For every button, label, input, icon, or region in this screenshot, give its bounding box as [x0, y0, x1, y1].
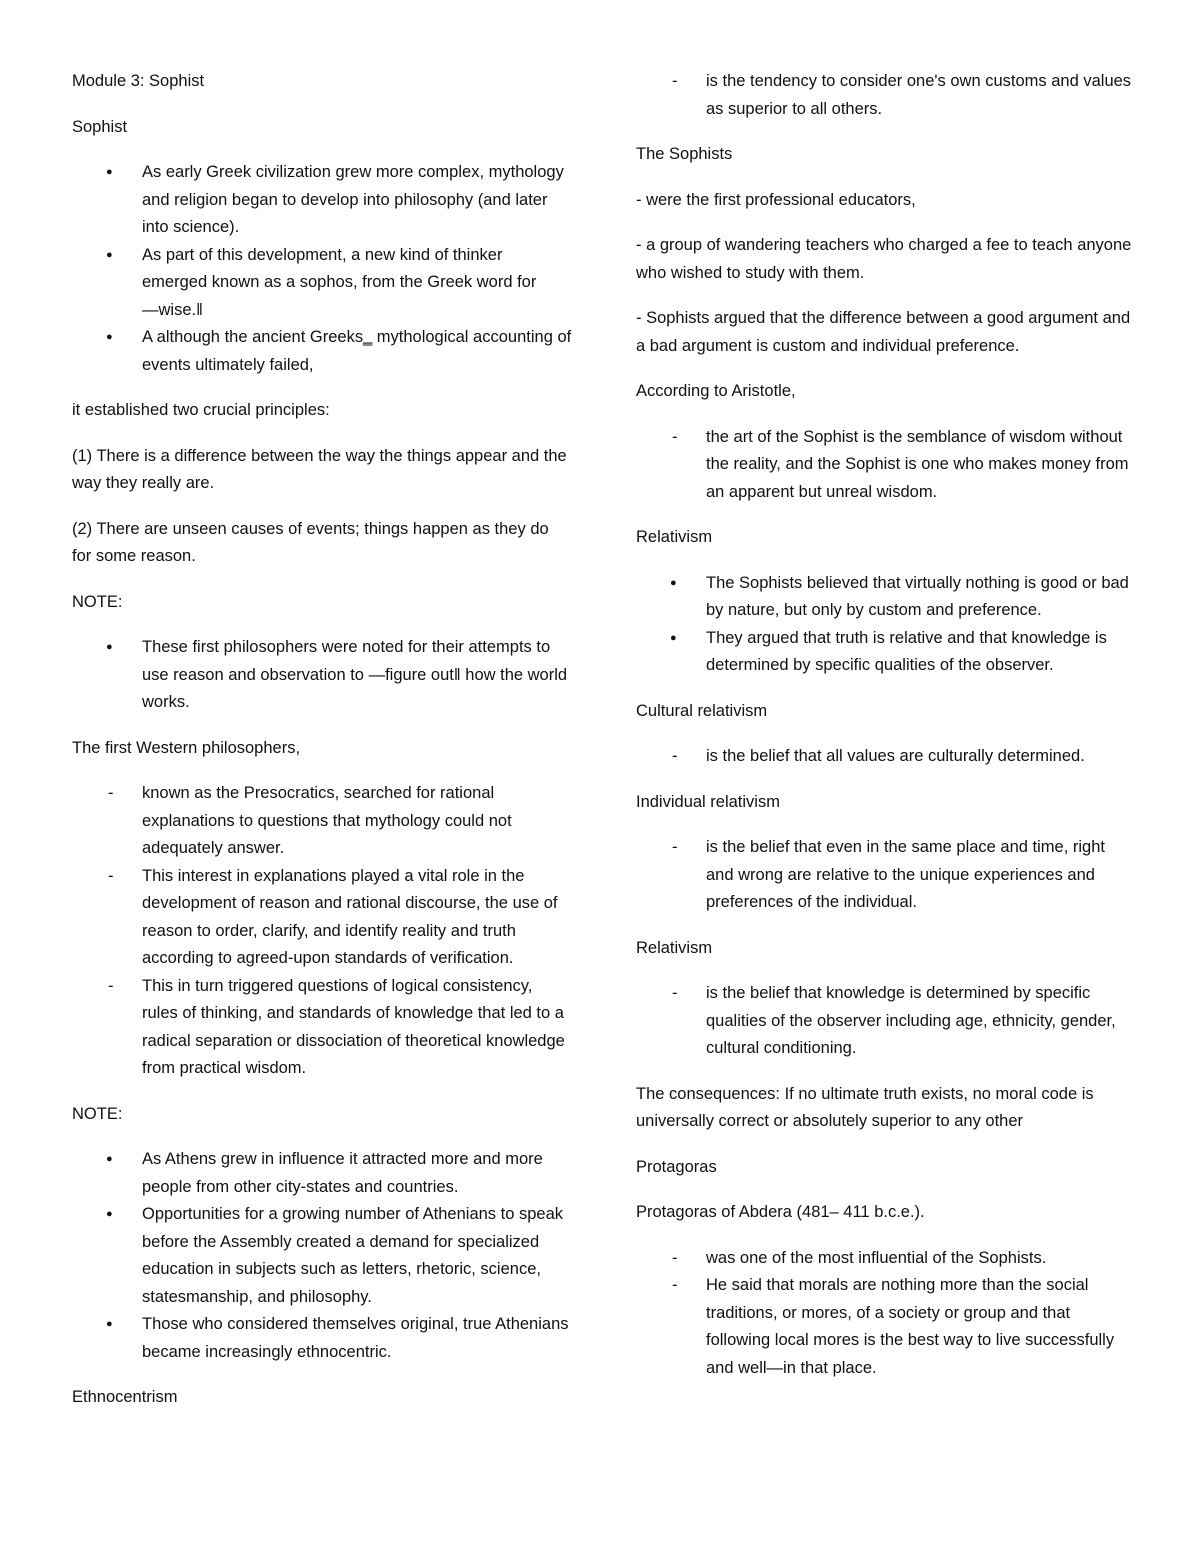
sophists-line: - were the first professional educators,: [636, 190, 916, 209]
right-column: [636, 68, 1136, 1400]
ethnocentrism-dash-list: [636, 68, 1136, 123]
list-item: - was one of the most influential of the Sophists.: [636, 1245, 1136, 1273]
list-item: - He said that morals are nothing more than the social traditions, or mores, of a society or group and that following local mores is the best way to live successfully and well—in that place.: [636, 1272, 1136, 1382]
sophists-line: - a group of wandering teachers who charged a fee to teach anyone who wished to study with them.: [636, 236, 1132, 282]
cultural-dash-list: [636, 743, 1136, 771]
note2-bullet-list: [72, 1146, 572, 1366]
relativism2-dash-list: [636, 980, 1136, 1063]
list-item: ● These first philosophers were noted for their attempts to use reason and observation to ―figure out‖ how the world works.: [72, 634, 572, 717]
relativism-heading-2: Relativism: [636, 938, 713, 957]
list-item: ● As early Greek civilization grew more complex, mythology and religion began to develop into philosophy (and later into science).: [72, 159, 572, 242]
list-item: - is the belief that all values are culturally determined.: [636, 743, 1136, 771]
protagoras-heading: Protagoras: [636, 1157, 717, 1176]
list-item: - This in turn triggered questions of logical consistency, rules of thinking, and standards of knowledge that led to a radical separation or dissociation of theoretical knowledge from practical wisdom.: [72, 973, 572, 1083]
ethnocentrism-heading: Ethnocentrism: [72, 1388, 178, 1406]
list-item: ● As part of this development, a new kind of thinker emerged known as a sophos, from the Greek word for ―wise.‖: [72, 242, 572, 325]
sophist-heading: Sophist: [72, 117, 128, 136]
sophists-heading: The Sophists: [636, 145, 733, 163]
cultural-relativism-heading: Cultural relativism: [636, 701, 768, 720]
module-title: Module 3: Sophist: [72, 72, 205, 90]
list-item: - is the belief that knowledge is determined by specific qualities of the observer including age, ethnicity, gender, cultural conditioning.: [636, 980, 1136, 1063]
list-item: ● They argued that truth is relative and that knowledge is determined by specific qualities of the observer.: [636, 625, 1136, 680]
list-item: - known as the Presocratics, searched for rational explanations to questions that mythology could not adequately answer.: [72, 780, 572, 863]
principle-1: (1) There is a difference between the way the things appear and the way they really are.: [72, 446, 567, 492]
note-label: NOTE:: [72, 1104, 123, 1123]
relativism-heading: Relativism: [636, 528, 713, 546]
consequences-paragraph: The consequences: If no ultimate truth exists, no moral code is universally correct or absolutely superior to any other: [636, 1084, 1094, 1130]
list-item: ● The Sophists believed that virtually nothing is good or bad by nature, but only by custom and preference.: [636, 570, 1136, 625]
aristotle-dash-list: [636, 424, 1136, 507]
principle-2: (2) There are unseen causes of events; things happen as they do for some reason.: [72, 519, 549, 565]
list-item: - is the tendency to consider one's own customs and values as superior to all others.: [636, 68, 1136, 123]
individual-relativism-heading: Individual relativism: [636, 792, 780, 811]
list-item: - the art of the Sophist is the semblance of wisdom without the reality, and the Sophist is one who makes money from an apparent but unreal wisdom.: [636, 424, 1136, 507]
individual-dash-list: [636, 834, 1136, 917]
list-item: ● Opportunities for a growing number of Athenians to speak before the Assembly created a demand for specialized education in subjects such as letters, rhetoric, science, statesmanship, and philosophy.: [72, 1201, 572, 1311]
relativism-bullet-list: [636, 570, 1136, 680]
list-item: ● Those who considered themselves original, true Athenians became increasingly ethnocentric.: [72, 1311, 572, 1366]
protagoras-dash-list: [636, 1245, 1136, 1383]
left-column: [72, 68, 572, 1430]
list-item: - is the belief that even in the same place and time, right and wrong are relative to the unique experiences and preferences of the individual.: [636, 834, 1136, 917]
sophist-bullet-list: [72, 159, 572, 379]
western-philosophers-heading: The first Western philosophers,: [72, 738, 301, 757]
list-item: - This interest in explanations played a vital role in the development of reason and rational discourse, the use of reason to order, clarify, and identify reality and truth according to agreed-upon standards of verification.: [72, 863, 572, 973]
note-label: NOTE:: [72, 592, 123, 611]
protagoras-subheading: Protagoras of Abdera (481– 411 b.c.e.).: [636, 1203, 925, 1221]
principles-intro: it established two crucial principles:: [72, 401, 330, 419]
list-item: ● As Athens grew in influence it attracted more and more people from other city-states and countries.: [72, 1146, 572, 1201]
western-dash-list: [72, 780, 572, 1083]
aristotle-heading: According to Aristotle,: [636, 382, 796, 400]
list-item: ● A although the ancient Greeks‗ mythological accounting of events ultimately failed,: [72, 324, 572, 379]
note1-bullet-list: [72, 634, 572, 717]
sophists-line: - Sophists argued that the difference between a good argument and a bad argument is custom and individual preference.: [636, 309, 1131, 355]
